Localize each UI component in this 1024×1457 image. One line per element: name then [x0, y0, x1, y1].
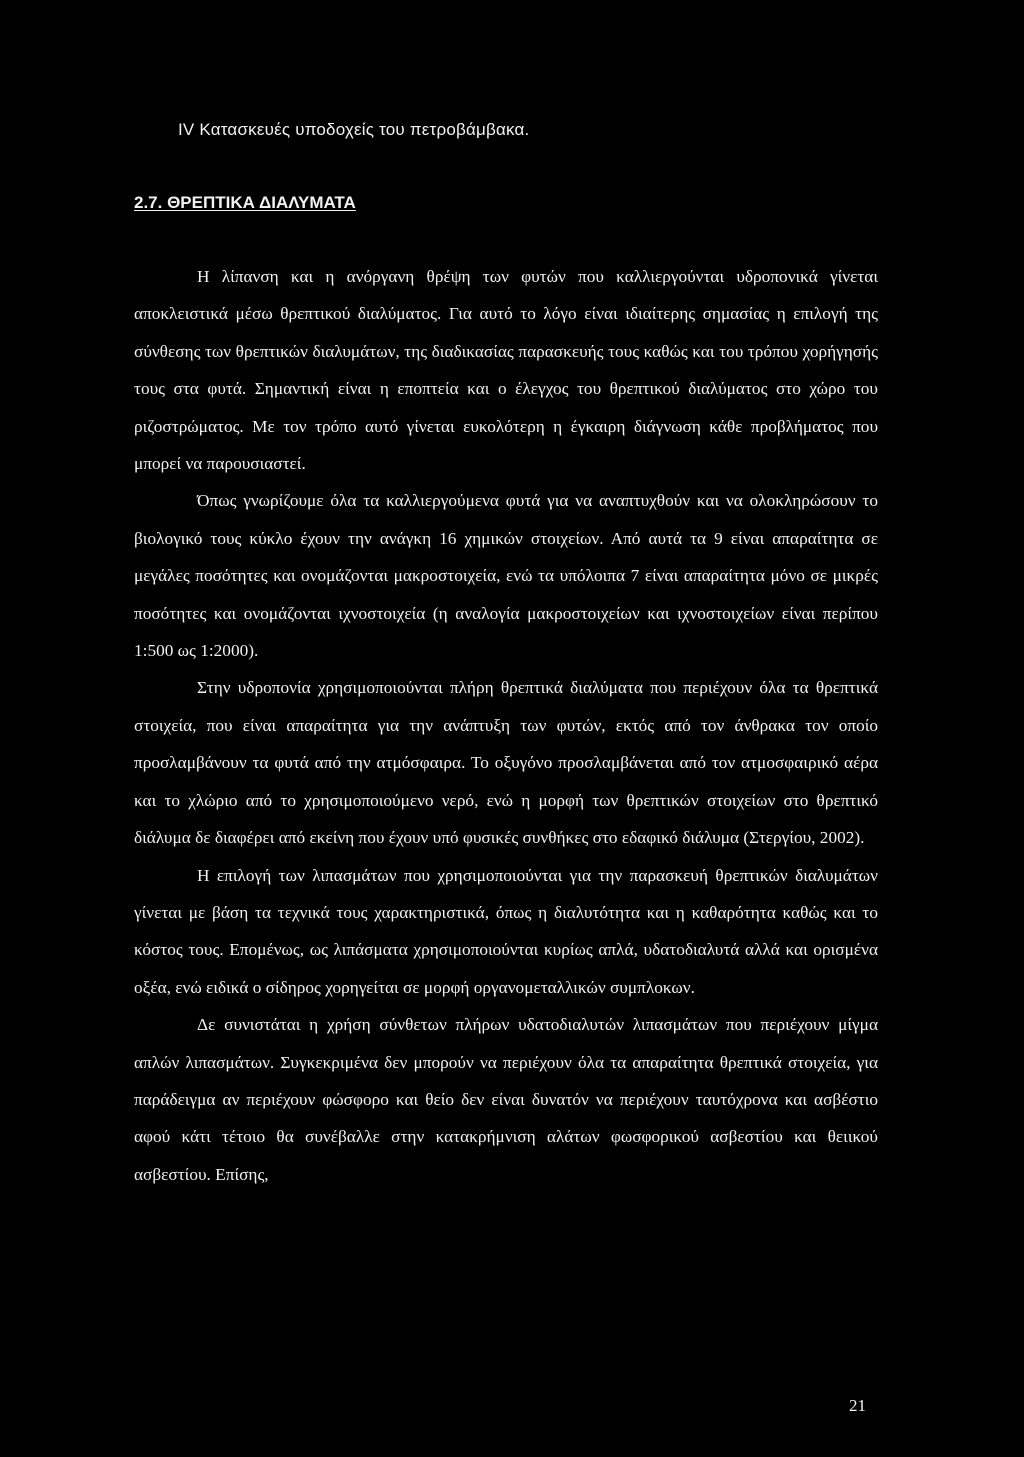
paragraph-5: Δε συνιστάται η χρήση σύνθετων πλήρων υδατοδιαλυτών λιπασμάτων που περιέχουν μίγμα απλών λιπασμάτων. Συγκεκριμένα δεν μπορούν να περιέχουν όλα τα απαραίτητα θρεπτικά στοιχεία, για παράδειγμα αν περιέχουν φώσφορο και θείο δεν είναι δυνατόν να περιέχουν ταυτόχρονα και ασβέστιο αφού κάτι τέτοιο θα συνέβαλλε στην κατακρήμνιση αλάτων φωσφορικού ασβεστίου και θειικού ασβεστίου. Επίσης, [134, 1015, 878, 1184]
paragraph-2: Όπως γνωρίζουμε όλα τα καλλιεργούμενα φυτά για να αναπτυχθούν και να ολοκληρώσουν το βιολογικό τους κύκλο έχουν την ανάγκη 16 χημικών στοιχείων. Από αυτά τα 9 είναι απαραίτητα σε μεγάλες ποσότητες και ονομάζονται μακροστοιχεία, ενώ τα υπόλοιπα 7 είναι απαραίτητα μόνο σε μικρές ποσότητες και ονομάζονται ιχνοστοιχεία (η αναλογία μακροστοιχείων και ιχνοστοιχείων είναι περίπου 1:500 ως 1:2000). [134, 491, 878, 661]
section-heading: 2.7. ΘΡΕΠΤΙΚΑ ΔΙΑΛΥΜΑΤΑ [134, 193, 356, 212]
running-header: IV Κατασκευές υποδοχείς του πετροβάμβακα. [178, 120, 530, 139]
page-number: 21 [849, 1396, 866, 1415]
paragraph-3: Στην υδροπονία χρησιμοποιούνται πλήρη θρεπτικά διαλύματα που περιέχουν όλα τα θρεπτικά στοιχεία, που είναι απαραίτητα για την ανάπτυξη των φυτών, εκτός από τον άνθρακα τον οποίο προσλαμβάνουν τα φυτά από την ατμόσφαιρα. Το οξυγόνο προσλαμβάνεται από τον ατμοσφαιρικό αέρα και το χλώριο από το χρησιμοποιούμενο νερό, ενώ η μορφή των θρεπτικών στοιχείων στο θρεπτικό διάλυμα δε διαφέρει από εκείνη που έχουν υπό φυσικές συνθήκες στο εδαφικό διάλυμα (Στεργίου, 2002). [134, 678, 878, 848]
paragraph-4: Η επιλογή των λιπασμάτων που χρησιμοποιούνται για την παρασκευή θρεπτικών διαλυμάτων γίνεται με βάση τα τεχνικά τους χαρακτηριστικά, όπως η διαλυτότητα και η καθαρότητα καθώς και το κόστος τους. Επομένως, ως λιπάσματα χρησιμοποιούνται κυρίως απλά, υδατοδιαλυτά αλλά και ορισμένα οξέα, ενώ ειδικά ο σίδηρος χορηγείται σε μορφή οργανομεταλλικών συμπλοκων. [134, 865, 878, 997]
body-text [134, 258, 878, 1193]
paragraph-1: Η λίπανση και η ανόργανη θρέψη των φυτών που καλλιεργούνται υδροπονικά γίνεται αποκλειστικά μέσω θρεπτικού διαλύματος. Για αυτό το λόγο είναι ιδιαίτερης σημασίας η επιλογή της σύνθεσης των θρεπτικών διαλυμάτων, της διαδικασίας παρασκευής τους καθώς και του τρόπου χορήγησής τους στα φυτά. Σημαντική είναι η εποπτεία και ο έλεγχος του θρεπτικού διαλύματος στο χώρο του ριζοστρώματος. Με τον τρόπο αυτό γίνεται ευκολότερη η έγκαιρη διάγνωση κάθε προβλήματος που μπορεί να παρουσιαστεί. [134, 267, 878, 474]
